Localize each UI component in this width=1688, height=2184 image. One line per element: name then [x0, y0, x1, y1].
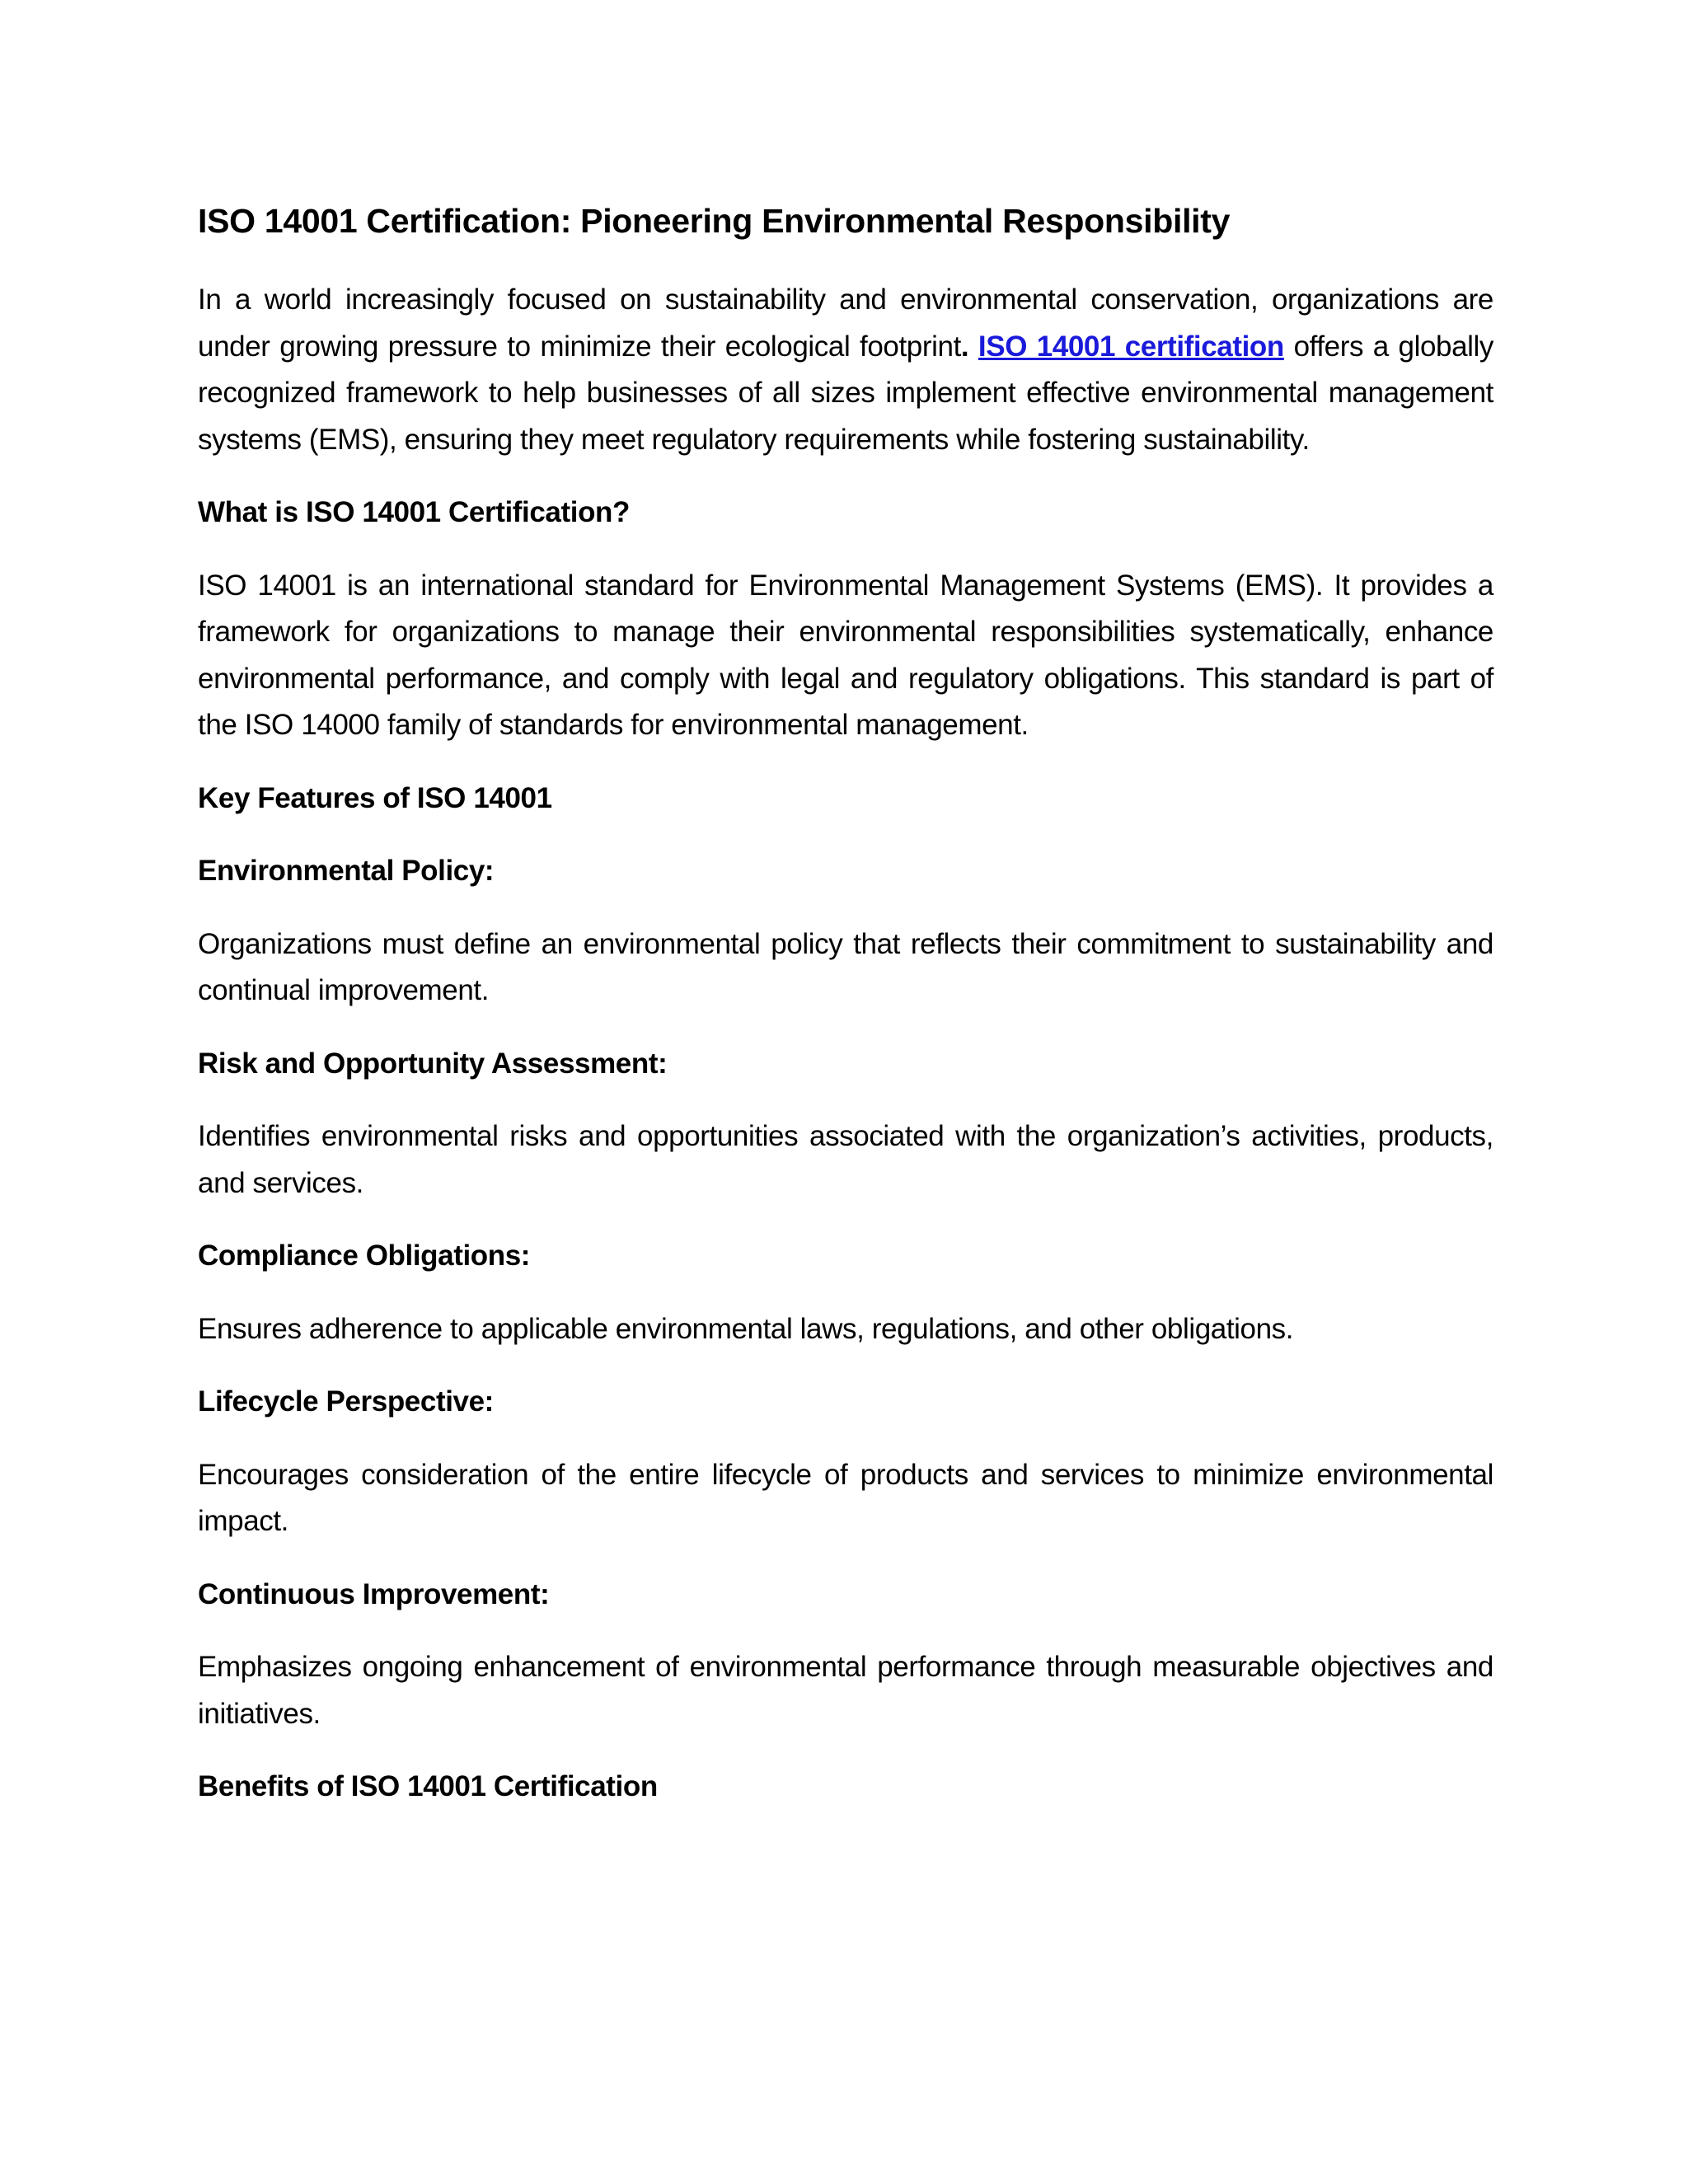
iso-14001-certification-link[interactable]: ISO 14001 certification: [978, 330, 1284, 363]
what-is-heading: What is ISO 14001 Certification?: [198, 496, 631, 528]
feature-heading-environmental-policy: Environmental Policy:: [198, 855, 495, 887]
document-title: ISO 14001 Certification: Pioneering Environmental Responsibility: [198, 202, 1231, 240]
feature-body-lifecycle: Encourages consideration of the entire lifecycle of products and services to minimize environmental impact.: [198, 1458, 1493, 1537]
feature-body-continuous-improvement: Emphasizes ongoing enhancement of environmental performance through measurable objectives and initiatives.: [198, 1651, 1493, 1730]
feature-body-compliance: Ensures adherence to applicable environmental laws, regulations, and other obligations.: [198, 1312, 1294, 1345]
feature-body-environmental-policy: Organizations must define an environmental policy that reflects their commitment to sustainability and continual improvement.: [198, 927, 1493, 1006]
key-features-heading: Key Features of ISO 14001: [198, 781, 552, 814]
feature-heading-risk-assessment: Risk and Opportunity Assessment:: [198, 1047, 668, 1080]
feature-heading-lifecycle: Lifecycle Perspective:: [198, 1385, 494, 1418]
what-is-paragraph: ISO 14001 is an international standard for Environmental Management Systems (EMS). It provides a framework for organizations to manage their environmental responsibilities systematically, enhance environmental performance, and comply with legal and regulatory obligations. This standard is part of the ISO 14000 family of standards for environmental management.: [198, 569, 1493, 741]
feature-body-risk-assessment: Identifies environmental risks and opportunities associated with the organization’s activities, products, and services.: [198, 1120, 1493, 1199]
feature-heading-compliance: Compliance Obligations:: [198, 1240, 531, 1272]
intro-paragraph: [198, 277, 1493, 463]
intro-period: .: [960, 330, 969, 363]
intro-text-continued: offers a globally recognized framework to help businesses of all sizes implement effective environmental management systems (EMS), ensuring they meet regulatory requirements while fostering sustainability.: [198, 330, 1493, 456]
benefits-heading: Benefits of ISO 14001 Certification: [198, 1770, 658, 1802]
intro-text: In a world increasingly focused on sustainability and environmental conservation, organizations are under growing pressure to minimize their ecological footprint: [198, 284, 1493, 363]
feature-heading-continuous-improvement: Continuous Improvement:: [198, 1577, 550, 1610]
document-content: [198, 198, 1493, 1837]
